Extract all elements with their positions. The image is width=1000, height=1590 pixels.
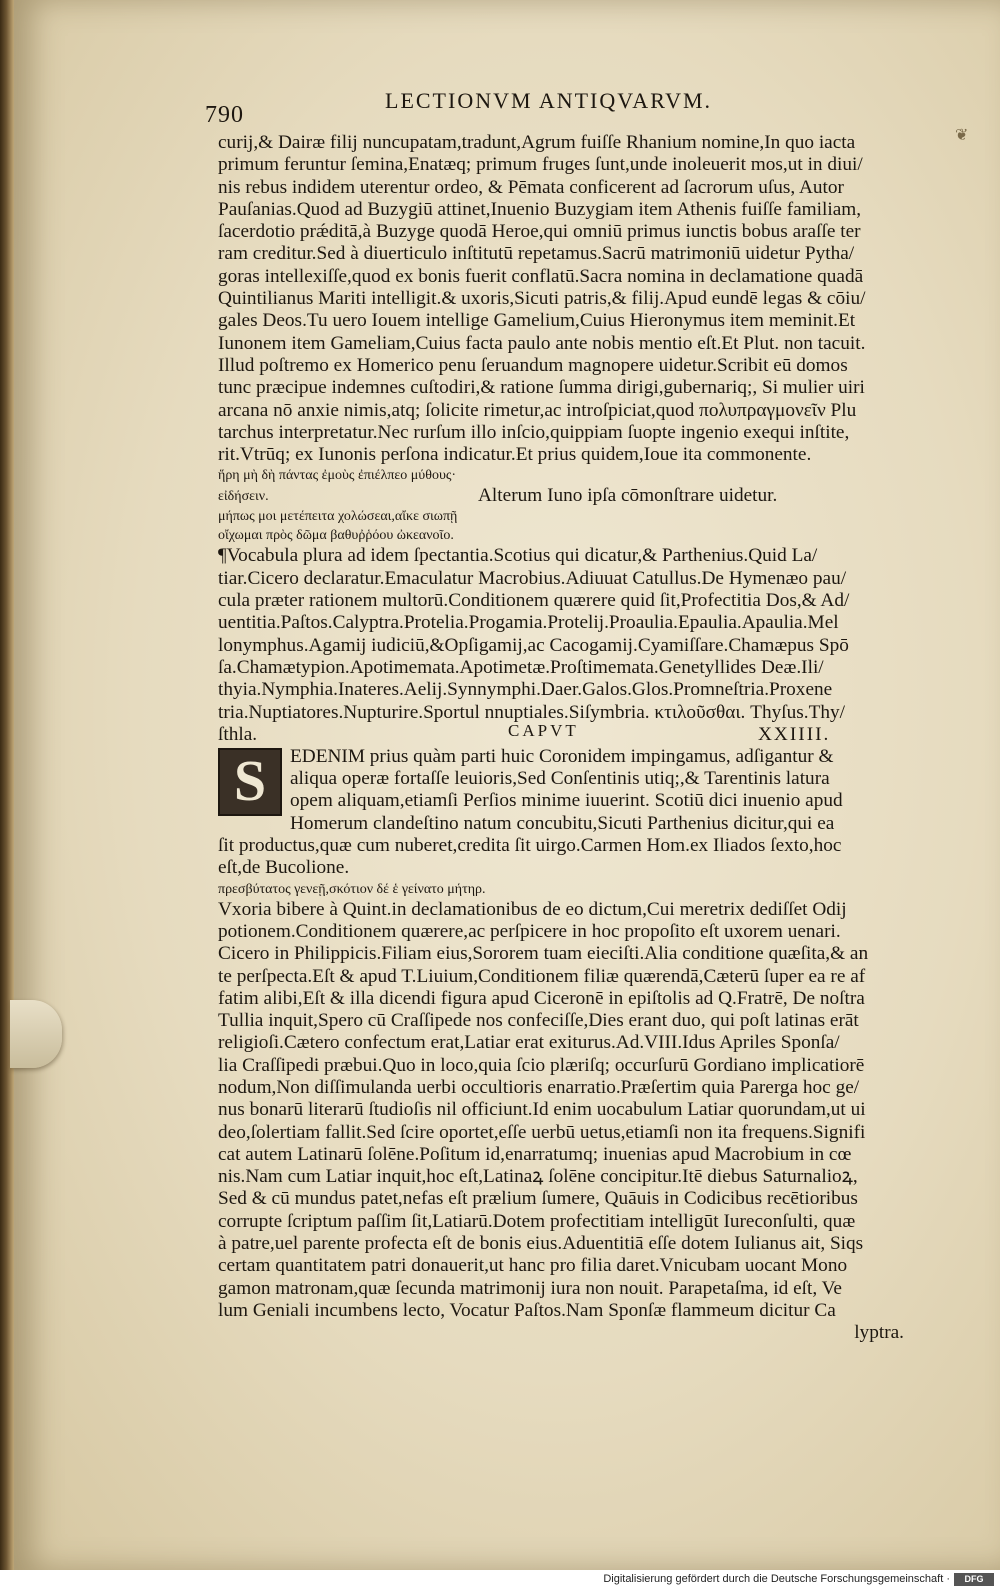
text-line: primum feruntur ſemina,Enatæq; primum fruges ſunt,unde inoleuerit mos,ut in diui/ — [218, 154, 863, 176]
main-text — [218, 132, 908, 1345]
text-line: cula præter rationem multorū.Conditionem quærere quid ſit,Profectitia Dos,& Ad/ — [218, 590, 850, 612]
running-head: LECTIONVM ANTIQVARVM. — [385, 88, 713, 113]
paragraph-block-1 — [218, 132, 908, 466]
chapter-heading — [218, 720, 908, 746]
text-line: cat autem Latinarū ſolēne.Poſitum id,enarratumq; inuenias apud Macrobium in cœ — [218, 1143, 852, 1165]
text-line: arcana nō anxie nimis,atq; ſolicite rimetur,ac introſpiciat,quod πολυπραγμονεῖν Plu — [218, 399, 857, 421]
text-line: thyia.Nymphia.Inateres.Aelij.Synnymphi.Daer.Galos.Glos.Promneſtria.Proxene — [218, 679, 833, 701]
text-line: gales Deos.Tu uero Iouem intellige Gamelium,Cuius Hieronymus item meminit.Et — [218, 310, 856, 332]
text-line: Cicero in Philippicis.Filiam eius,Sororem tuam eieciſti.Alia conditione quæſita,& an — [218, 943, 869, 965]
text-line: tarchus interpretatur.Nec rurſum illo inſcio,quippiam ſuopte ingenio exequi inſtite, — [218, 421, 850, 443]
text-line: lia Craſſipedi præbui.Quo in loco,quia ſcio plæriſq; occurſurū Gordiano implicatiorē — [218, 1054, 865, 1076]
text-line: gamon matronam,quæ ſecunda matrimonij iura non nouit. Parapetaſma, id eſt, Ve — [218, 1277, 842, 1299]
text-line: Quintilianus Mariti intelligit.& uxoris,Sicuti patris,& filij.Apud eundē legas & cōiu/ — [218, 288, 866, 310]
text-line: Iunonem item Gameliam,Cuius facta paulo ante nobis mentio eſt.Et Plut. non tacuit. — [218, 332, 866, 354]
text-line: nus bonarū literarū ſtudioſis nil officiunt.Id enim uocabulum Latiar quorundam,ut ui — [218, 1099, 866, 1121]
text-line: curij,& Dairæ filij nuncupatam,tradunt,Agrum fuiſſe Rhanium nomine,In quo iacta — [218, 132, 856, 153]
text-line: EDENIM prius quàm parti huic Coronidem impingamus, adſigantur & — [290, 745, 834, 767]
folio-number: 790 — [205, 102, 244, 128]
chapter-opening — [218, 746, 908, 835]
chapter-number: XXIIII. — [758, 723, 831, 745]
text-line: fatim alibi,Eſt & illa dicendi figura apud Ciceronē in epiſtolis ad Q.Fratrē, De noſtra — [218, 987, 865, 1009]
text-line: lum Geniali incumbens lecto, Vocatur Paſtos.Nam Sponſæ flammeum dicitur Ca — [218, 1299, 836, 1321]
indented-lines — [218, 746, 908, 835]
greek-quote-row — [218, 485, 908, 507]
text-line: tiar.Cicero declaratur.Emaculatur Macrobius.Adiuuat Catullus.De Hymenæo pau/ — [218, 567, 847, 589]
text-line: nodum,Non diſſimulanda uerbi occultioris enarratio.Præſertim quia Parerga hoc ge/ — [218, 1076, 860, 1098]
text-line: uentitia.Paſtos.Calyptra.Protelia.Progamia.Protelij.Proaulia.Epaulia.Apaulia.Mel — [218, 612, 839, 634]
catchword: lyptra. — [854, 1322, 904, 1344]
text-line: Illud poſtremo ex Homerico penu ſeruandum magnopere uidetur.Scribit eū domos — [218, 354, 848, 376]
text-line: tunc præcipue indemnes cuſtodiri,& ratione ſumma dirigi,gubernariq;, Si mulier uiri — [218, 377, 865, 399]
text-line: nis rebus indidem uterentur ordeo, & Pēmata conficerent ad ſacrorum uſus, Autor — [218, 176, 844, 198]
dfg-logo: DFG — [954, 1573, 994, 1586]
text-line: lonymphus.Agamij iudiciū,&Opſigamij,ac Cacogamij.Cyamiſſare.Chamæpus Spō — [218, 634, 849, 656]
page-clip-tab — [10, 1000, 62, 1068]
greek-quote-line: εἰδήσειν. — [218, 489, 269, 505]
text-line: ſa.Chamætypion.Apotimemata.Apotimetæ.Proſtimemata.Genetyllides Deæ.Ili/ — [218, 656, 824, 678]
text-line: Pauſanias.Quod ad Buzygiū attinet,Inuenio Buzygiam item Athenis fuiſſe familiam, — [218, 198, 862, 220]
text-line: Homerum clandeſtino natum concubitu,Sicuti Parthenius dicitur,qui ea — [290, 812, 835, 834]
text-line: potionem.Conditionem quærere,ac perſpicere in hoc propoſito eſt uxorem uenari. — [218, 920, 841, 942]
margin-pen-mark: ❦ — [955, 127, 969, 144]
chapter-summary — [218, 545, 908, 723]
decorated-initial: S — [218, 748, 282, 816]
paragraph-block-3 — [218, 835, 908, 880]
text-line: ram creditur.Sed à diuerticulo inſtitutū repetamus.Sacrū matrimoniū uidetur Pytha/ — [218, 243, 855, 265]
greek-quote-line: μήπως μοι μετέπειτα χολώσεαι,αἴκε σιωπῇ — [218, 509, 458, 525]
page-header — [205, 88, 905, 128]
text-line: tria.Nuptiatores.Nupturire.Sportul nnuptiales.Siſymbria. κτιλοῦσθαι. Thyſus.Thy/ — [218, 701, 845, 723]
greek-quote-line: πρεσβύτατος γενεῇ,σκότιον δέ ἑ γείνατο μήτηρ. — [218, 881, 486, 897]
text-line: goras intellexiſſe,quod ex bonis fuerit conflatū.Sacra nomina in declamatione quadā — [218, 265, 864, 287]
paragraph-block-4 — [218, 899, 908, 1323]
alterum-line: Alterum Iuno ipſa cōmonſtrare uidetur. — [478, 485, 778, 507]
text-line: Vxoria bibere à Quint.in declamationibus de eo dictum,Cui meretrix dediſſet Odij — [218, 898, 847, 920]
text-line: nis.Nam cum Latiar inquit,hoc eſt,Latinaꝝ ſolēne concipitur.Itē diebus Saturnalioꝝ, — [218, 1166, 858, 1188]
text-line: certam quantitatem patri donauerit,ut hanc pro filia daret.Vnicubam uocant Mono — [218, 1255, 848, 1277]
text-line: rit.Vtrūq; ex Iunonis perſona indicatur.Et prius quidem,Ioue ita commonente. — [218, 444, 812, 466]
summary-last-word: ſthla. — [218, 723, 258, 745]
text-line: à patre,uel parente profecta eſt de bonis eius.Aduentitiā eſſe dotem Iulianus ait, Siqs — [218, 1233, 864, 1255]
greek-quote-line: οἴχωμαι πρὸς δῶμα βαθυῤῥόου ὠκεανοῖο. — [218, 528, 454, 544]
text-line: opem aliquam,etiamſi Perſios minime iuuerint. Scotiū dici inuenio apud — [290, 790, 843, 812]
text-line: corrupte ſcriptum paſſim ſit,Latiarū.Dotem profectitiam intelligūt Iureconſulti, quæ — [218, 1210, 856, 1232]
greek-quote-line: ἥρη μὴ δὴ πάντας ἐμοὺς ἐπιέλπεο μύθους· — [218, 468, 457, 484]
digitization-footer — [0, 1570, 1000, 1590]
text-line: deo,ſolertiam fallit.Sed ſcire oportet,eſſe uerbū uetus,etiamſi non ita frequens.Signifi — [218, 1121, 866, 1143]
text-line: Tullia inquit,Spero cū Craſſipede nos confeciſſe,Dies erant duo, qui poſt latinas erāt — [218, 1010, 859, 1032]
footer-credit: Digitalisierung gefördert durch die Deutsche Forschungsgemeinschaft · — [603, 1573, 950, 1585]
text-line: religioſi.Cætero confectum erat,Latiar erat exiturus.Ad.VIII.Idus Apriles Sponſa/ — [218, 1032, 840, 1054]
text-line: eſt,de Bucolione. — [218, 857, 350, 879]
text-line: te perſpecta.Eſt & apud T.Liuium,Conditionem filiæ quærendā,Cæterū ſuper ea re af — [218, 965, 866, 987]
text-line: ſit productus,quæ cum nuberet,credita ſit uirgo.Carmen Hom.ex Iliados ſexto,hoc — [218, 835, 842, 857]
catchword-row — [218, 1322, 908, 1344]
text-line: ſacerdotio prǽditā,à Buzyge quodā Heroe,qui omniū primus iunctis bobus araſſe ter — [218, 221, 861, 243]
text-line: aliqua operæ fortaſſe leuioris,Sed Conſentinis utiq;,& Tarentinis latura — [290, 768, 830, 790]
text-line: ¶Vocabula plura ad idem ſpectantia.Scotius qui dicatur,& Parthenius.Quid La/ — [218, 545, 818, 567]
text-line: Sed & cū mundus patet,nefas eſt prælium ſumere, Quāuis in Codicibus recētioribus — [218, 1188, 858, 1210]
caput-label: CAPVT — [508, 720, 579, 740]
